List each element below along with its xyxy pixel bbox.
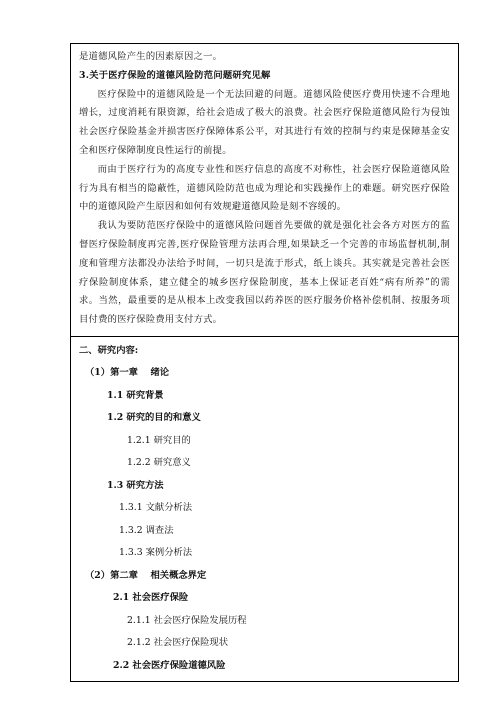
outline-item-2-1-1: 2.1.1 社会医疗保险发展历程 [127, 614, 247, 626]
outline-item-2-1: 2.1 社会医疗保险 [113, 592, 189, 604]
research-content-cell [70, 337, 459, 682]
outline-item-1-3-1: 1.3.1 文献分析法 [119, 502, 193, 514]
outline-item-1-2: 1.2 研究的目的和意义 [107, 412, 201, 424]
chapter-1-title: （1）第一章 绪论 [85, 367, 170, 379]
outline-item-1-1: 1.1 研究背景 [107, 389, 164, 401]
section-heading-research-content: 二、研究内容: [79, 344, 139, 356]
chapter-2-title: （2）第二章 相关概念界定 [85, 569, 207, 581]
document-table [70, 43, 459, 682]
section-heading-research-view: 3.关于医疗保险的道德风险防范问题研究见解 [79, 69, 271, 81]
paragraph-info-asymmetry: 而由于医疗行为的高度专业性和医疗信息的高度不对称性，社会医疗保险道德风险行为具有相当的隐蔽性，道德风险防范也成为理论和实践操作上的难题。研究医疗保险中的道德风险产生原因和如何有效规避道德风险是刻不容缓的。 [79, 163, 450, 213]
outline-item-2-1-2: 2.1.2 社会医疗保险现状 [127, 637, 228, 649]
outline-item-1-3: 1.3 研究方法 [107, 479, 164, 491]
outline-item-2-2: 2.2 社会医疗保险道德风险 [113, 659, 226, 671]
paragraph-moral-risk-cause: 是道德风险产生的因素原因之一。 [79, 51, 223, 62]
paragraph-prevention-view: 我认为要防范医疗保险中的道德风险问题首先要做的就是强化社会各方对医方的监督医疗保险制度再完善,医疗保险管理方法再合理,如果缺乏一个完善的市场监督机制,制度和管理方法都没办法给予时间，一切只是流于形式，纸上谈兵。其实就是完善社会医疗保险制度体系，建立健全的城乡医疗保险制度，基本上保证老百姓“病有所养”的需求。当然，最重要的是从根本上改变我国以药养医的医疗服务价格补偿机制、按服务项目付费的医疗保险费用支付方式。 [79, 220, 450, 326]
outline-item-1-3-3: 1.3.3 案例分析法 [119, 547, 193, 559]
outline-item-1-3-2: 1.3.2 调查法 [119, 524, 174, 536]
outline-item-1-2-1: 1.2.1 研究目的 [127, 434, 191, 446]
paragraph-moral-risk-intro: 医疗保险中的道德风险是一个无法回避的问题。道德风险使医疗费用快速不合理地增长，过度消耗有限资源，给社会造成了极大的浪费。社会医疗保险道德风险行为侵蚀社会医疗保险基金并损害医疗保障体系公平，对其进行有效的控制与约束是保障基金安全和医疗保障制度良性运行的前提。 [79, 88, 450, 156]
research-background-cell [70, 43, 459, 337]
outline-item-1-2-2: 1.2.2 研究意义 [127, 457, 191, 469]
